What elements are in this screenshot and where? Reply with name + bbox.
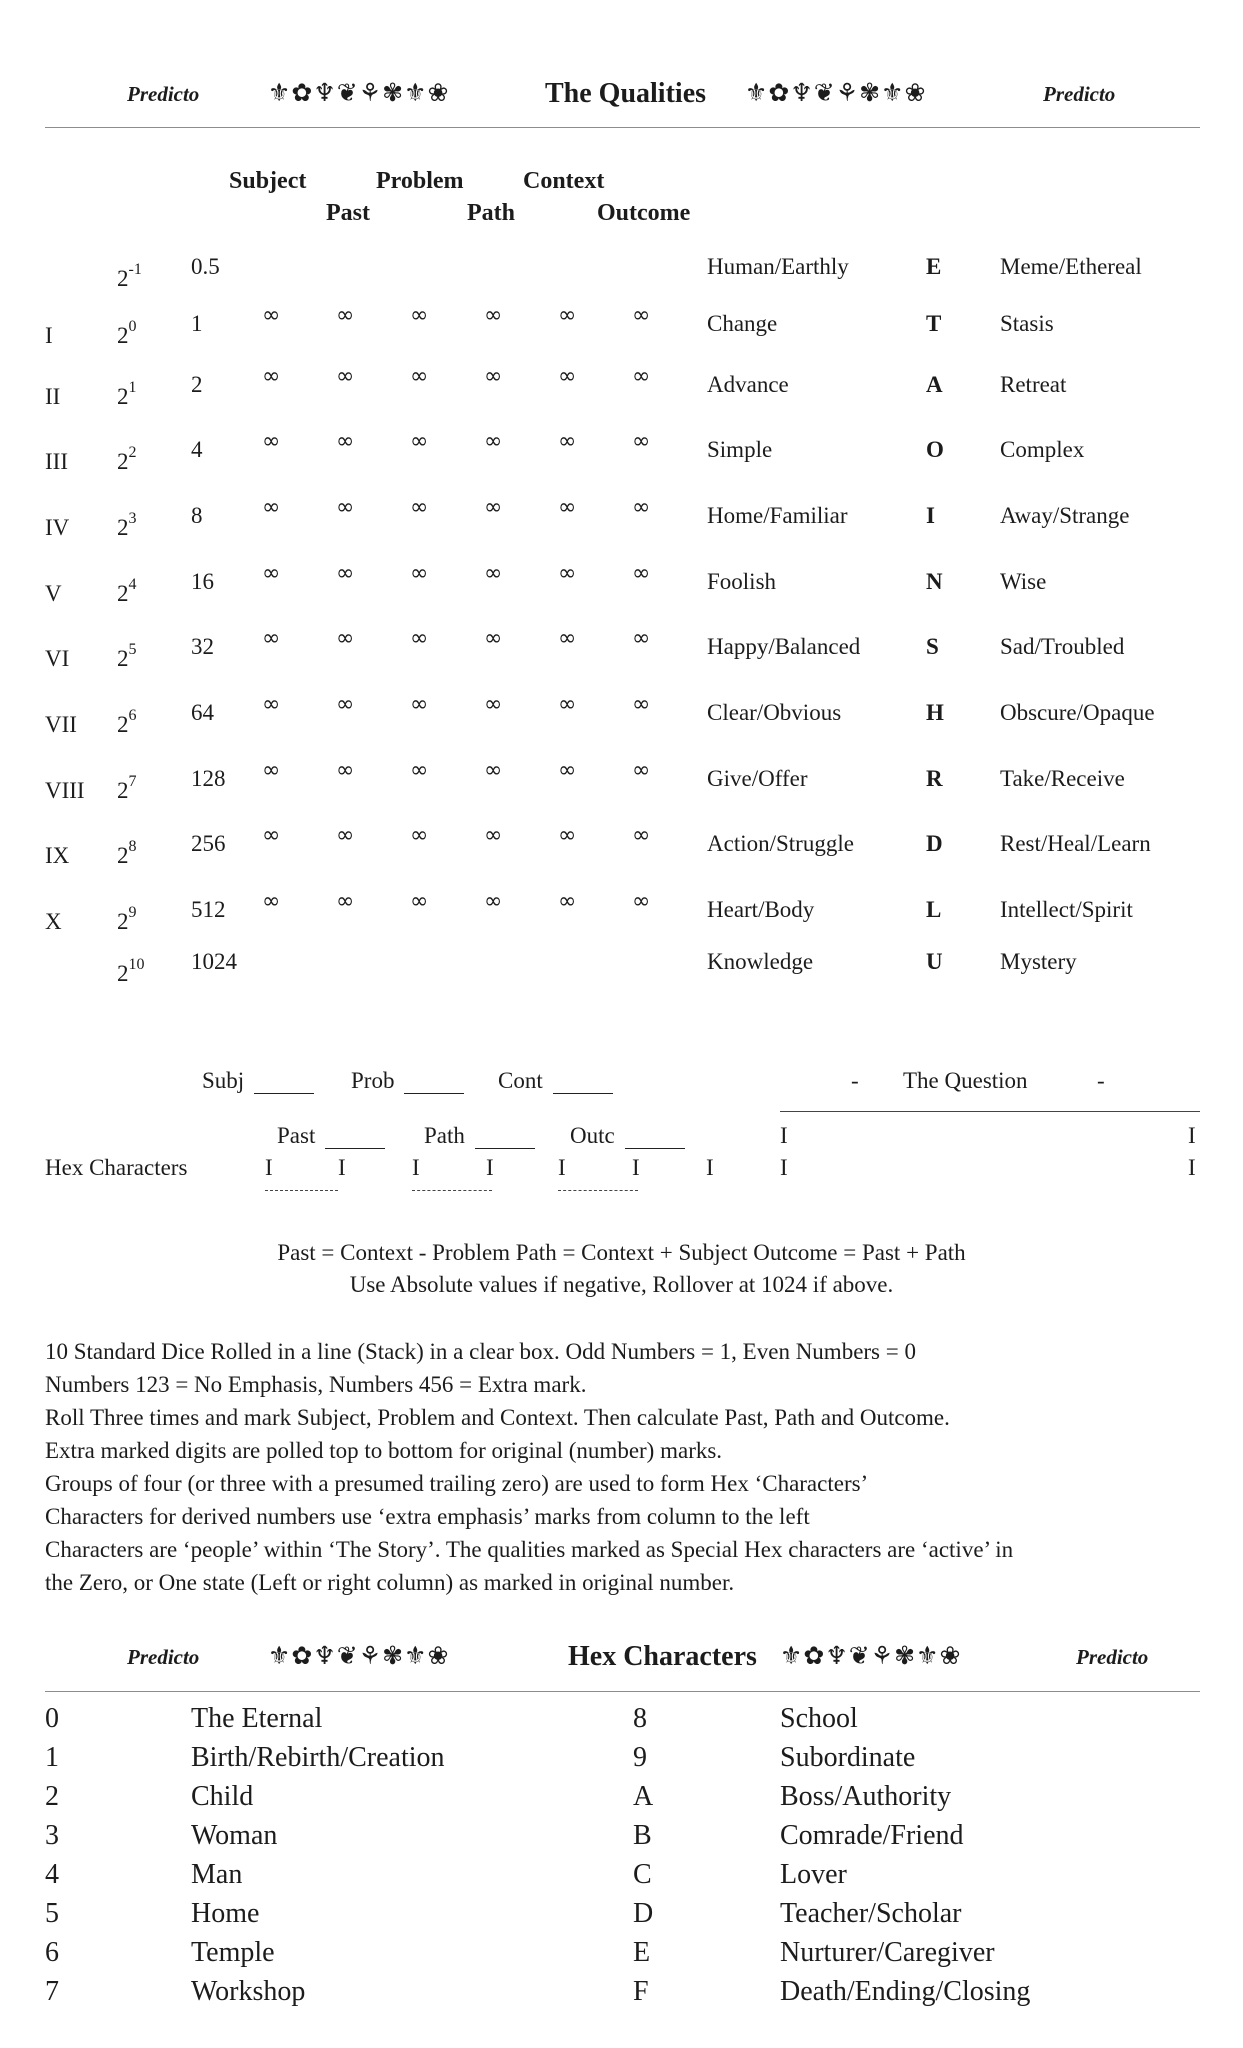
infinity-mark[interactable]: ∞ (632, 495, 651, 520)
hex-name: Man (191, 1859, 243, 1890)
hex-code: 9 (633, 1742, 647, 1773)
hex-name: Temple (191, 1937, 275, 1968)
row-power (117, 904, 137, 935)
infinity-mark[interactable]: ∞ (410, 823, 429, 848)
row-roman-numeral: III (45, 449, 68, 474)
row-roman-numeral: X (45, 909, 62, 934)
hex-code: F (633, 1976, 649, 2007)
hex-code: 4 (45, 1859, 59, 1890)
hex-name: Subordinate (780, 1742, 916, 1773)
row-power (117, 838, 137, 869)
infinity-mark[interactable]: ∞ (262, 626, 281, 651)
subj-label: Subj (202, 1068, 245, 1093)
ornament-left: ⚜✿♆❦⚘✾⚜❀ (268, 1641, 450, 1670)
path-field[interactable] (424, 1123, 535, 1149)
infinity-mark[interactable]: ∞ (336, 429, 355, 454)
quality-letter: I (926, 503, 935, 528)
infinity-mark[interactable]: ∞ (262, 364, 281, 389)
quality-right: Sad/Troubled (1000, 634, 1125, 659)
infinity-mark[interactable]: ∞ (632, 303, 651, 328)
hex-code: 8 (633, 1703, 647, 1734)
infinity-mark[interactable]: ∞ (632, 561, 651, 586)
infinity-mark[interactable]: ∞ (632, 823, 651, 848)
power-base: 2 (117, 712, 129, 737)
power-base: 2 (117, 961, 129, 986)
question-bar: I (780, 1155, 788, 1180)
hex-slot-bar: I (338, 1155, 346, 1180)
infinity-mark[interactable]: ∞ (484, 692, 503, 717)
power-exponent: 5 (128, 641, 137, 658)
brand-left: Predicto (127, 1645, 200, 1669)
power-base: 2 (117, 778, 129, 803)
power-exponent: -1 (128, 261, 142, 278)
row-roman-numeral: IX (45, 843, 70, 868)
hex-name: Workshop (191, 1976, 306, 2007)
instruction-line: Groups of four (or three with a presumed trailing zero) are used to form Hex ‘Characters’ (45, 1471, 869, 1496)
hex-code: 7 (45, 1976, 59, 2007)
infinity-mark[interactable]: ∞ (410, 692, 429, 717)
infinity-mark[interactable]: ∞ (262, 692, 281, 717)
power-base: 2 (117, 515, 129, 540)
hex-code: E (633, 1937, 651, 1968)
quality-right: Obscure/Opaque (1000, 700, 1155, 725)
row-power (117, 576, 137, 607)
infinity-mark[interactable]: ∞ (558, 303, 577, 328)
question-label: The Question (903, 1068, 1028, 1093)
formula-line-2: Use Absolute values if negative, Rollover at 1024 if above. (349, 1272, 894, 1297)
infinity-mark[interactable]: ∞ (336, 758, 355, 783)
quality-left: Human/Earthly (707, 254, 849, 279)
quality-letter: U (926, 949, 943, 974)
infinity-mark[interactable]: ∞ (632, 429, 651, 454)
infinity-mark[interactable]: ∞ (410, 561, 429, 586)
infinity-mark[interactable]: ∞ (336, 889, 355, 914)
formula-line-1: Past = Context - Problem Path = Context + Subject Outcome = Past + Path (277, 1240, 966, 1265)
infinity-mark[interactable]: ∞ (484, 429, 503, 454)
header-rule (45, 127, 1200, 128)
power-base: 2 (117, 266, 129, 291)
outc-label: Outc (570, 1123, 615, 1148)
row-value: 512 (191, 897, 226, 922)
brand-right: Predicto (1043, 82, 1116, 106)
section-rule (45, 1691, 1200, 1692)
hex-name: Child (191, 1781, 254, 1812)
infinity-mark[interactable]: ∞ (558, 561, 577, 586)
power-exponent: 6 (128, 707, 137, 724)
row-power (117, 707, 137, 738)
power-base: 2 (117, 384, 129, 409)
hex-name: The Eternal (191, 1703, 323, 1734)
hex-name: Birth/Rebirth/Creation (191, 1742, 445, 1773)
infinity-mark[interactable]: ∞ (262, 303, 281, 328)
instruction-line: Characters are ‘people’ within ‘The Story’. The qualities marked as Special Hex characters are ‘active’ in (45, 1537, 1014, 1562)
quality-right: Meme/Ethereal (1000, 254, 1142, 279)
row-roman-numeral: VII (45, 712, 77, 737)
power-exponent: 2 (128, 444, 137, 461)
page-title: The Qualities (545, 78, 707, 109)
quality-letter: D (926, 831, 943, 856)
quality-left: Simple (707, 437, 773, 462)
question-bar: I (780, 1123, 788, 1148)
infinity-mark[interactable]: ∞ (484, 495, 503, 520)
hex-code: C (633, 1859, 652, 1890)
hex-name: Woman (191, 1820, 278, 1851)
ornament-left: ⚜✿♆❦⚘✾⚜❀ (268, 78, 450, 107)
infinity-mark[interactable]: ∞ (558, 692, 577, 717)
quality-left: Knowledge (707, 949, 814, 974)
prob-label: Prob (351, 1068, 395, 1093)
row-power (117, 641, 137, 672)
infinity-mark[interactable]: ∞ (558, 626, 577, 651)
hex-slot-bar: I (558, 1155, 566, 1180)
instruction-line: Characters for derived numbers use ‘extra emphasis’ marks from column to the left (45, 1504, 810, 1529)
quality-letter: H (926, 700, 944, 725)
quality-right: Mystery (1000, 949, 1077, 974)
problem-field[interactable] (351, 1068, 464, 1094)
hex-code: D (633, 1898, 654, 1929)
path-label: Path (424, 1123, 465, 1148)
infinity-mark[interactable]: ∞ (558, 889, 577, 914)
hex-name: School (780, 1703, 858, 1734)
infinity-mark[interactable]: ∞ (262, 758, 281, 783)
quality-right: Intellect/Spirit (1000, 897, 1133, 922)
infinity-mark[interactable]: ∞ (262, 823, 281, 848)
infinity-mark[interactable]: ∞ (336, 692, 355, 717)
quality-letter: A (926, 372, 943, 397)
infinity-mark[interactable]: ∞ (484, 303, 503, 328)
row-value: 32 (191, 634, 214, 659)
quality-left: Heart/Body (707, 897, 815, 922)
infinity-mark[interactable]: ∞ (484, 626, 503, 651)
infinity-mark[interactable]: ∞ (262, 429, 281, 454)
instructions (45, 1335, 1215, 1599)
infinity-mark[interactable]: ∞ (336, 495, 355, 520)
quality-left: Change (707, 311, 778, 336)
infinity-mark[interactable]: ∞ (632, 626, 651, 651)
row-power (117, 318, 137, 349)
infinity-mark[interactable]: ∞ (558, 758, 577, 783)
past-label: Past (277, 1123, 316, 1148)
col-head-problem: Problem (376, 168, 464, 194)
infinity-mark[interactable]: ∞ (632, 758, 651, 783)
question-rule (780, 1111, 1200, 1112)
cont-label: Cont (498, 1068, 543, 1093)
row-roman-numeral: VI (45, 646, 70, 671)
row-value: 1 (191, 311, 203, 336)
infinity-mark[interactable]: ∞ (410, 758, 429, 783)
quality-right: Take/Receive (1000, 766, 1125, 791)
brand-right: Predicto (1076, 1645, 1149, 1669)
col-head-path: Path (467, 200, 515, 226)
hex-name: Comrade/Friend (780, 1820, 964, 1851)
infinity-mark[interactable]: ∞ (262, 561, 281, 586)
infinity-mark[interactable]: ∞ (484, 364, 503, 389)
hex-name: Death/Ending/Closing (780, 1976, 1031, 2007)
instruction-line: Extra marked digits are polled top to bottom for original (number) marks. (45, 1438, 723, 1463)
col-head-outcome: Outcome (597, 200, 691, 226)
row-roman-numeral: II (45, 384, 61, 409)
hex-code: 5 (45, 1898, 59, 1929)
question-bar: I (1188, 1155, 1196, 1180)
infinity-mark[interactable]: ∞ (336, 626, 355, 651)
ornament-right: ⚜✿♆❦⚘✾⚜❀ (745, 78, 927, 107)
hex-code: B (633, 1820, 652, 1851)
quality-letter: N (926, 569, 943, 594)
row-value: 1024 (191, 949, 237, 974)
brand-left: Predicto (127, 82, 200, 106)
col-head-context: Context (523, 168, 605, 194)
row-value: 128 (191, 766, 226, 791)
infinity-mark[interactable]: ∞ (336, 364, 355, 389)
hex-slot-bar: I (706, 1155, 714, 1180)
question-dash-left: - (851, 1068, 859, 1093)
quality-right: Complex (1000, 437, 1085, 462)
power-exponent: 8 (128, 838, 137, 855)
hex-name: Nurturer/Caregiver (780, 1937, 995, 1968)
section-title: Hex Characters (568, 1641, 757, 1672)
hex-code: 3 (45, 1820, 59, 1851)
quality-left: Give/Offer (707, 766, 808, 791)
question-bar: I (1188, 1123, 1196, 1148)
quality-left: Advance (707, 372, 789, 397)
instruction-line: Numbers 123 = No Emphasis, Numbers 456 = Extra mark. (45, 1372, 587, 1397)
row-value: 64 (191, 700, 214, 725)
power-base: 2 (117, 843, 129, 868)
hex-code: 1 (45, 1742, 59, 1773)
quality-letter: E (926, 254, 942, 279)
subject-field[interactable] (202, 1068, 314, 1094)
power-base: 2 (117, 323, 129, 348)
power-exponent: 9 (128, 904, 137, 921)
power-exponent: 10 (128, 956, 145, 973)
row-power (117, 510, 137, 541)
power-base: 2 (117, 646, 129, 671)
dotted-rule (412, 1190, 492, 1191)
row-roman-numeral: V (45, 581, 62, 606)
quality-letter: T (926, 311, 942, 336)
quality-right: Away/Strange (1000, 503, 1130, 528)
power-base: 2 (117, 909, 129, 934)
col-head-past: Past (326, 200, 370, 226)
power-base: 2 (117, 449, 129, 474)
infinity-mark[interactable]: ∞ (336, 823, 355, 848)
infinity-mark[interactable]: ∞ (558, 823, 577, 848)
row-power (117, 956, 145, 987)
hex-name: Home (191, 1898, 260, 1929)
row-value: 16 (191, 569, 214, 594)
quality-letter: O (926, 437, 944, 462)
infinity-mark[interactable]: ∞ (410, 889, 429, 914)
infinity-mark[interactable]: ∞ (558, 429, 577, 454)
instruction-line: 10 Standard Dice Rolled in a line (Stack) in a clear box. Odd Numbers = 1, Even Numbers = 0 (45, 1339, 916, 1364)
infinity-mark[interactable]: ∞ (632, 889, 651, 914)
quality-right: Retreat (1000, 372, 1067, 397)
infinity-mark[interactable]: ∞ (336, 561, 355, 586)
infinity-mark[interactable]: ∞ (262, 495, 281, 520)
row-power (117, 379, 137, 410)
quality-letter: L (926, 897, 942, 922)
row-power (117, 261, 142, 292)
hex-code: 6 (45, 1937, 59, 1968)
question-dash-right: - (1097, 1068, 1105, 1093)
infinity-mark[interactable]: ∞ (484, 889, 503, 914)
row-roman-numeral: VIII (45, 778, 85, 803)
row-power (117, 444, 137, 475)
quality-right: Rest/Heal/Learn (1000, 831, 1151, 856)
row-value: 8 (191, 503, 203, 528)
row-value: 0.5 (191, 254, 220, 279)
quality-right: Stasis (1000, 311, 1054, 336)
power-exponent: 7 (128, 773, 137, 790)
power-exponent: 0 (128, 318, 137, 335)
quality-left: Action/Struggle (707, 831, 854, 856)
hex-slot-bar: I (412, 1155, 420, 1180)
hex-code: A (633, 1781, 654, 1812)
hex-slot-bar: I (632, 1155, 640, 1180)
quality-letter: S (926, 634, 939, 659)
infinity-mark[interactable]: ∞ (410, 626, 429, 651)
infinity-mark[interactable]: ∞ (410, 495, 429, 520)
row-roman-numeral: IV (45, 515, 70, 540)
power-base: 2 (117, 581, 129, 606)
quality-left: Clear/Obvious (707, 700, 842, 725)
quality-left: Home/Familiar (707, 503, 848, 528)
infinity-mark[interactable]: ∞ (484, 823, 503, 848)
dotted-rule (558, 1190, 638, 1191)
infinity-mark[interactable]: ∞ (336, 303, 355, 328)
row-value: 4 (191, 437, 203, 462)
outcome-field[interactable] (570, 1123, 685, 1149)
col-head-subject: Subject (229, 168, 307, 194)
hex-name: Lover (780, 1859, 847, 1890)
infinity-mark[interactable]: ∞ (484, 561, 503, 586)
infinity-mark[interactable]: ∞ (410, 429, 429, 454)
infinity-mark[interactable]: ∞ (410, 303, 429, 328)
context-field[interactable] (498, 1068, 613, 1094)
hex-name: Teacher/Scholar (780, 1898, 962, 1929)
infinity-mark[interactable]: ∞ (632, 692, 651, 717)
quality-right: Wise (1000, 569, 1047, 594)
dotted-rule (265, 1190, 338, 1191)
infinity-mark[interactable]: ∞ (558, 495, 577, 520)
quality-left: Foolish (707, 569, 777, 594)
row-roman-numeral: I (45, 323, 53, 348)
instruction-line: Roll Three times and mark Subject, Problem and Context. Then calculate Past, Path and Outcome. (45, 1405, 950, 1430)
quality-left: Happy/Balanced (707, 634, 861, 659)
power-exponent: 4 (128, 576, 137, 593)
infinity-mark[interactable]: ∞ (410, 364, 429, 389)
power-exponent: 1 (128, 379, 137, 396)
infinity-mark[interactable]: ∞ (484, 758, 503, 783)
hex-code: 0 (45, 1703, 59, 1734)
hex-slot-bar: I (265, 1155, 273, 1180)
past-field[interactable] (277, 1123, 385, 1149)
row-power (117, 773, 137, 804)
infinity-mark[interactable]: ∞ (632, 364, 651, 389)
hex-characters-label: Hex Characters (45, 1155, 188, 1180)
power-exponent: 3 (128, 510, 137, 527)
hex-slot-bar: I (486, 1155, 494, 1180)
hex-code: 2 (45, 1781, 59, 1812)
row-value: 2 (191, 372, 203, 397)
ornament-right: ⚜✿♆❦⚘✾⚜❀ (780, 1641, 962, 1670)
quality-letter: R (926, 766, 943, 791)
infinity-mark[interactable]: ∞ (262, 889, 281, 914)
hex-name: Boss/Authority (780, 1781, 952, 1812)
row-value: 256 (191, 831, 226, 856)
instruction-line: the Zero, or One state (Left or right column) as marked in original number. (45, 1570, 735, 1595)
infinity-mark[interactable]: ∞ (558, 364, 577, 389)
